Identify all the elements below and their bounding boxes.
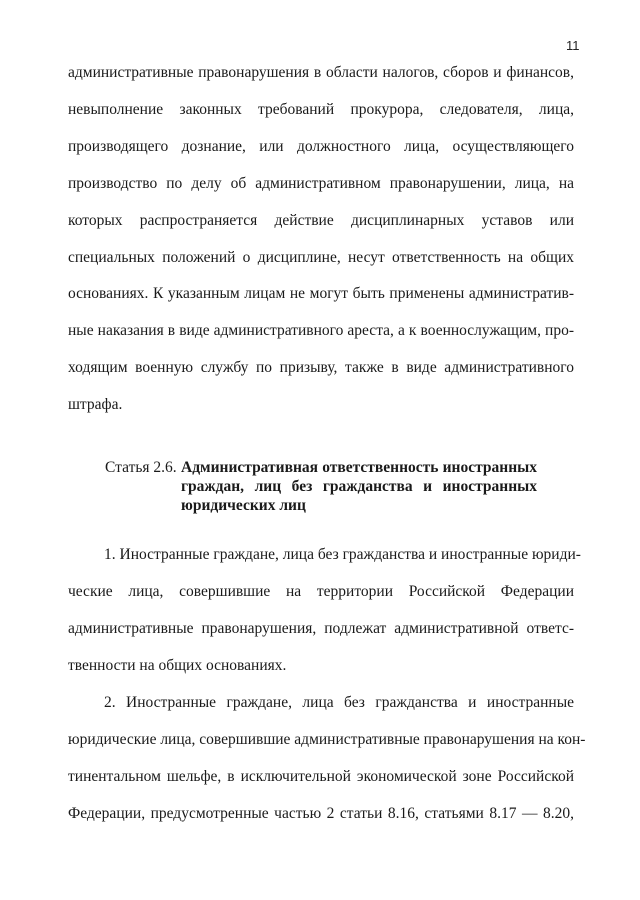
text-line: производство по делу об административном правонарушении, лица, на [68, 175, 574, 192]
article-title-line: граждан, лиц без гражданства и иностранных [181, 478, 537, 495]
article-label: Статья 2.6. [105, 459, 177, 476]
text-line: основаниях. К указанным лицам не могут быть применены административ- [68, 285, 574, 302]
text-line: административные правонарушения, подлежат административной ответс- [68, 620, 574, 637]
text-line: тинентальном шельфе, в исключительной экономической зоне Российской [68, 768, 574, 785]
text-line: юридические лица, совершившие административные правонарушения на кон- [68, 731, 586, 748]
text-line: которых распространяется действие дисциплинарных уставов или [68, 212, 574, 229]
text-line: специальных положений о дисциплине, несут ответственность на общих [68, 249, 574, 266]
text-line: Федерации, предусмотренные частью 2 статьи 8.16, статьями 8.17 — 8.20, [68, 805, 574, 822]
article-title-line: Административная ответственность иностранных [181, 459, 537, 476]
text-line: ные наказания в виде административного ареста, а к военнослужащим, про- [68, 322, 574, 339]
text-line: 1. Иностранные граждане, лица без гражданства и иностранные юриди- [104, 546, 581, 563]
text-line: ходящим военную службу по призыву, также в виде административного [68, 359, 574, 376]
text-line: производящего дознание, или должностного лица, осуществляющего [68, 138, 574, 155]
text-line: ческие лица, совершившие на территории Российской Федерации [68, 583, 574, 600]
page-number: 11 [566, 38, 580, 53]
text-line: административные правонарушения в области налогов, сборов и финансов, [68, 64, 574, 81]
text-line: невыполнение законных требований прокурора, следователя, лица, [68, 101, 574, 118]
text-line: штрафа. [68, 396, 123, 413]
article-title-line: юридических лиц [181, 497, 306, 514]
text-line: 2. Иностранные граждане, лица без гражданства и иностранные [104, 694, 574, 711]
text-line: твенности на общих основаниях. [68, 657, 287, 674]
